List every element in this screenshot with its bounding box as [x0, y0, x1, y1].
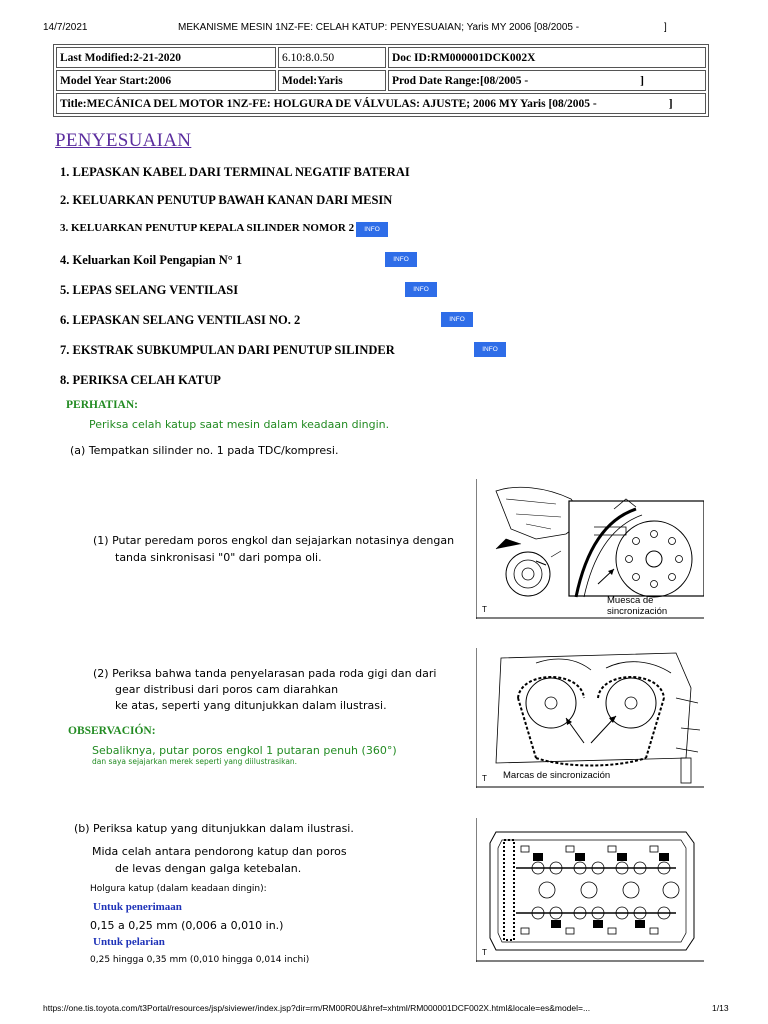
observation-line1: Sebaliknya, putar poros engkol 1 putaran penuh (360°) — [92, 744, 397, 757]
spec-exhaust-label: Untuk pelarian — [93, 936, 165, 948]
print-title: MEKANISME MESIN 1NZ-FE: CELAH KATUP: PENYESUAIAN; Yaris MY 2006 [08/2005 - — [178, 22, 580, 33]
page-title: PENYESUAIAN — [55, 130, 192, 151]
substep-a2-line3: ke atas, seperti yang ditunjukkan dalam ilustrasi. — [115, 699, 387, 712]
substep-a1-line1: (1) Putar peredam poros engkol dan sejajarkan notasinya dengan — [93, 534, 455, 547]
version: 6.10:8.0.50 — [278, 47, 386, 68]
step-2: 2. KELUARKAN PENUTUP BAWAH KANAN DARI MESIN — [60, 193, 393, 207]
figure-crankshaft-timing-notch — [476, 479, 704, 619]
footer-url[interactable]: https://one.tis.toyota.com/t3Portal/resources/jsp/siviewer/index.jsp?dir=rm/RM00R0U&href=xhtml/RM000001DCF002X.html&locale=es&model=... — [43, 1003, 591, 1013]
step-1: 1. LEPASKAN KABEL DARI TERMINAL NEGATIF BATERAI — [60, 165, 410, 179]
model: Model:Yaris — [278, 70, 386, 91]
timing-chain-illustration — [476, 648, 704, 788]
figure-timing-marks — [476, 648, 704, 788]
substep-a: (a) Tempatkan silinder no. 1 pada TDC/kompresi. — [70, 444, 339, 457]
print-date: 14/7/2021 — [43, 22, 88, 33]
caution-label: PERHATIAN: — [66, 399, 138, 411]
step-8: 8. PERIKSA CELAH KATUP — [60, 373, 221, 387]
figure-valve-layout — [476, 818, 704, 962]
step-3-info-button[interactable]: INFO — [356, 222, 388, 237]
figure-1-corner: T — [482, 605, 487, 614]
step-5-info-button[interactable]: INFO — [405, 282, 437, 297]
spec-exhaust-value: 0,25 hingga 0,35 mm (0,010 hingga 0,014 inchi) — [90, 955, 310, 965]
figure-3-corner: T — [482, 948, 487, 957]
substep-a2-line2: gear distribusi dari poros cam diarahkan — [115, 683, 339, 696]
observation-line2: dan saya sejajarkan merek seperti yang diilustrasikan. — [92, 757, 298, 766]
step-6: 6. LEPASKAN SELANG VENTILASI NO. 2 — [60, 313, 301, 327]
document-meta-table — [53, 44, 709, 117]
doc-id: Doc ID:RM000001DCK002X — [388, 47, 706, 68]
spec-intake-value: 0,15 a 0,25 mm (0,006 a 0,010 in.) — [90, 919, 284, 932]
footer-page: 1/13 — [712, 1003, 729, 1013]
substep-b-line2: Mida celah antara pendorong katup dan poros — [92, 845, 347, 858]
figure-1-label-line1: Muesca de — [607, 595, 654, 606]
caution-text: Periksa celah katup saat mesin dalam keadaan dingin. — [89, 418, 390, 431]
model-year: Model Year Start:2006 — [56, 70, 276, 91]
observation-label: OBSERVACIÓN: — [68, 725, 156, 737]
substep-b-line1: (b) Periksa katup yang ditunjukkan dalam ilustrasi. — [74, 822, 354, 835]
figure-2-corner: T — [482, 774, 487, 783]
step-6-info-button[interactable]: INFO — [441, 312, 473, 327]
substep-a2-line1: (2) Periksa bahwa tanda penyelarasan pada roda gigi dan dari — [93, 667, 437, 680]
figure-2-label: Marcas de sincronización — [503, 770, 611, 781]
title-row: Title:MECÁNICA DEL MOTOR 1NZ-FE: HOLGURA DE VÁLVULAS: AJUSTE; 2006 MY Yaris [08/2005 - ] — [56, 93, 706, 114]
print-title-end: ] — [664, 22, 667, 33]
step-3: 3. KELUARKAN PENUTUP KEPALA SILINDER NOMOR 2 — [60, 222, 355, 234]
step-5: 5. LEPAS SELANG VENTILASI — [60, 283, 239, 297]
crankshaft-pulley-illustration — [476, 479, 704, 619]
step-7: 7. EKSTRAK SUBKUMPULAN DARI PENUTUP SILINDER — [60, 343, 395, 357]
step-7-info-button[interactable]: INFO — [474, 342, 506, 357]
cylinder-head-illustration — [476, 818, 704, 962]
spec-intake-label: Untuk penerimaan — [93, 901, 182, 913]
step-4: 4. Keluarkan Koil Pengapian N° 1 — [60, 253, 243, 267]
spec-title: Holgura katup (dalam keadaan dingin): — [90, 884, 267, 894]
substep-a1-line2: tanda sinkronisasi "0" dari pompa oli. — [115, 551, 322, 564]
figure-1-label-line2: sincronización — [607, 606, 668, 617]
prod-date-range: Prod Date Range:[08/2005 - ] — [388, 70, 706, 91]
substep-b-line3: de levas dengan galga ketebalan. — [115, 862, 302, 875]
last-modified: Last Modified:2-21-2020 — [56, 47, 276, 68]
step-4-info-button[interactable]: INFO — [385, 252, 417, 267]
